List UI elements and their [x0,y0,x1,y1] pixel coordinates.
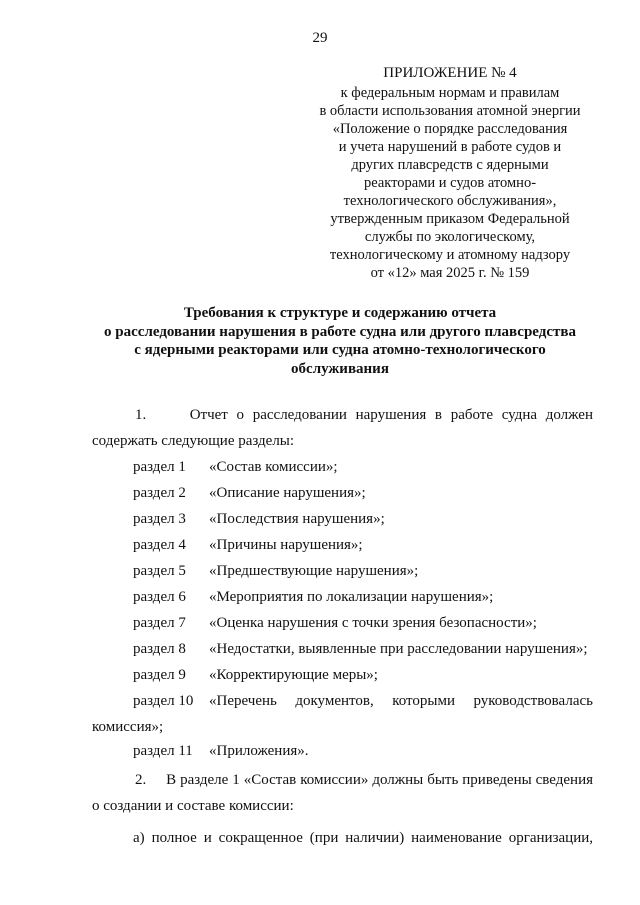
section-title: «Предшествующие нарушения»; [209,563,419,579]
section-list-item [133,457,338,477]
heading-line: о расследовании нарушения в работе судна или другого плавсредства [104,323,576,340]
heading-line: Требования к структуре и содержанию отчета [183,305,497,321]
section-title: «Приложения». [209,743,309,759]
section-label: раздел 7 [133,615,186,631]
appendix-line: к федеральным нормам и правилам [340,85,560,101]
section-label: раздел 5 [133,563,186,579]
section-title: «Мероприятия по локализации нарушения»; [209,589,494,605]
appendix-title: ПРИЛОЖЕНИЕ № 4 [383,65,517,81]
heading-line: обслуживания [291,360,389,377]
section-list-item [133,639,588,659]
section-10-first-line [92,688,593,714]
section-list-item [133,613,537,633]
document-heading [90,304,590,378]
section-list-item [133,561,418,581]
section-title: «Описание нарушения»; [209,485,366,501]
section-title: «Недостатки, выявленные при расследовании нарушения»; [209,641,588,657]
section-title: «Причины нарушения»; [209,537,363,553]
heading-line: с ядерными реакторами или судна атомно-технологического [134,342,546,358]
section-label: раздел 6 [133,589,186,605]
appendix-line: и учета нарушений в работе судов и [338,139,562,155]
section-label: раздел 1 [133,459,186,475]
appendix-line: технологическому и атомному надзору [329,247,571,263]
section-title-continuation: комиссия»; [92,719,164,735]
section-label: раздел 10 [133,693,194,709]
section-list-item [133,535,363,555]
appendix-line: других плавсредств с ядерными [351,157,549,173]
paragraph-2: 2. В разделе 1 «Состав комиссии» должны быть приведены сведения о создании и составе комиссии: [92,772,593,814]
section-title: «Корректирующие меры»; [209,667,378,683]
section-label: раздел 8 [133,641,186,657]
section-label: раздел 4 [133,537,186,553]
section-title: «Перечень документов, которыми руководствовалась [209,693,593,709]
section-label: раздел 11 [133,743,193,759]
appendix-line: службы по экологическому, [364,229,536,245]
appendix-line: от «12» мая 2025 г. № 159 [370,265,530,281]
page-number: 29 [312,30,328,46]
appendix-line: в области использования атомной энергии [319,103,581,119]
section-list-item [133,509,385,529]
section-list-item-10 [92,688,593,740]
section-list-item [133,665,378,685]
section-label: раздел 9 [133,667,186,683]
appendix-line: реакторами и судов атомно- [363,175,537,191]
section-title: «Состав комиссии»; [209,459,338,475]
appendix-line: «Положение о порядке расследования [332,121,568,137]
list-item-a: а) полное и сокращенное (при наличии) наименование организации, [133,830,593,846]
appendix-line: утвержденным приказом Федеральной [330,211,570,227]
paragraph-1: 1. Отчет о расследовании нарушения в работе судна должен содержать следующие разделы: [92,407,593,449]
section-label: раздел 3 [133,511,186,527]
section-list-item [133,587,493,607]
section-list-item [133,741,309,761]
section-label: раздел 2 [133,485,186,501]
appendix-block [300,64,600,282]
appendix-line: технологического обслуживания», [343,193,557,209]
section-list-item [133,483,366,503]
section-title: «Оценка нарушения с точки зрения безопасности»; [209,615,537,631]
section-title: «Последствия нарушения»; [209,511,385,527]
